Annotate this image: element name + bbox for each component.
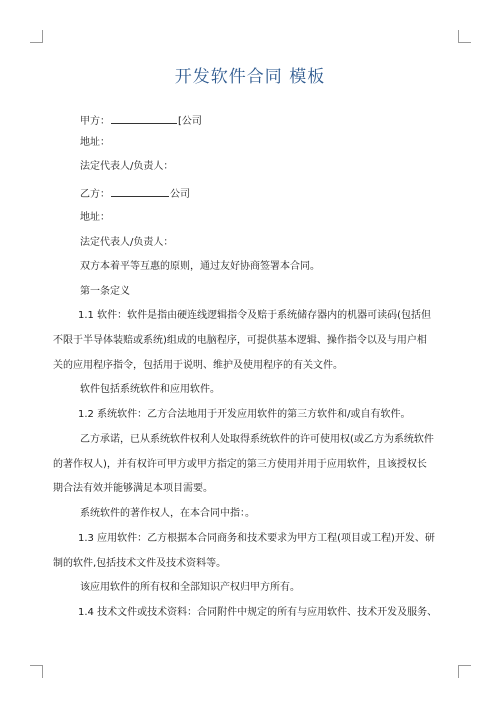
- preamble: 双方本着平等互惠的原则，通过友好协商签署本合同。: [80, 261, 320, 272]
- crop-mark-top-right: [458, 30, 471, 43]
- party-b-blank[interactable]: [111, 186, 169, 197]
- clause-1-1-note: 软件包括系统软件和应用软件。: [80, 384, 220, 395]
- crop-mark-top-left: [30, 30, 43, 43]
- crop-mark-bottom-right: [458, 665, 471, 678]
- clause-1-3-ownership: 该应用软件的所有权和全部知识产权归甲方所有。: [80, 582, 300, 593]
- address-b: 地址：: [80, 212, 110, 223]
- party-b-label: 乙方：: [80, 189, 110, 200]
- party-a-line: [80, 113, 202, 128]
- address-a: 地址：: [80, 137, 110, 148]
- clause-1-3-line-2: 制的软件,包括技术文件及技术资料等。: [53, 558, 227, 569]
- clause-1-2: 1.2 系统软件：乙方合法地用于开发应用软件的第三方软件和/或自有软件。: [78, 409, 411, 420]
- crop-mark-bottom-left: [30, 665, 43, 678]
- representative-b: 法定代表人/负责人：: [80, 237, 174, 248]
- clause-1-4: 1.4 技术文件或技术资料：合同附件中规定的所有与应用软件、技术开发及服务、: [78, 607, 438, 618]
- document-title: 开发软件合同 模板: [174, 67, 326, 87]
- article-1-title: 第一条定义: [80, 286, 130, 297]
- clause-1-1-line-1: 1.1 软件：软件是指由硬连线逻辑指令及赔于系统储存器内的机器可读码(包括但: [78, 310, 431, 321]
- clause-1-2-commit-line-3: 期合法有效并能够满足本项目需要。: [53, 483, 213, 494]
- clause-1-1-line-2: 不限于半导体装赔或系统)组成的电脑程序，可提供基本逻辑、操作指令以及与用户相: [53, 335, 427, 346]
- party-b-line: [80, 186, 190, 201]
- clause-1-2-copyright: 系统软件的著作权人，在本合同中指：。: [80, 508, 255, 519]
- clause-1-1-line-3: 关的应用程序指令，包括用于说明、维护及使用程序的有关文件。: [53, 360, 343, 371]
- party-b-suffix: 公司: [170, 189, 190, 200]
- party-a-blank[interactable]: [111, 113, 177, 124]
- party-a-label: 甲方：: [80, 116, 110, 127]
- party-a-suffix: [公司: [178, 116, 202, 127]
- representative-a: 法定代表人/负责人：: [80, 161, 174, 172]
- clause-1-3-line-1: 1.3 应用软件：乙方根据本合同商务和技术要求为甲方工程(项目或工程)开发、研: [78, 533, 435, 544]
- clause-1-2-commit-line-2: 的著作权人)，并有权许可甲方或甲方指定的第三方使用并用于应用软件，且该授权长: [53, 459, 427, 470]
- clause-1-2-commit-line-1: 乙方承诺，已从系统软件权利人处取得系统软件的许可使用权(或乙方为系统软件: [80, 434, 434, 445]
